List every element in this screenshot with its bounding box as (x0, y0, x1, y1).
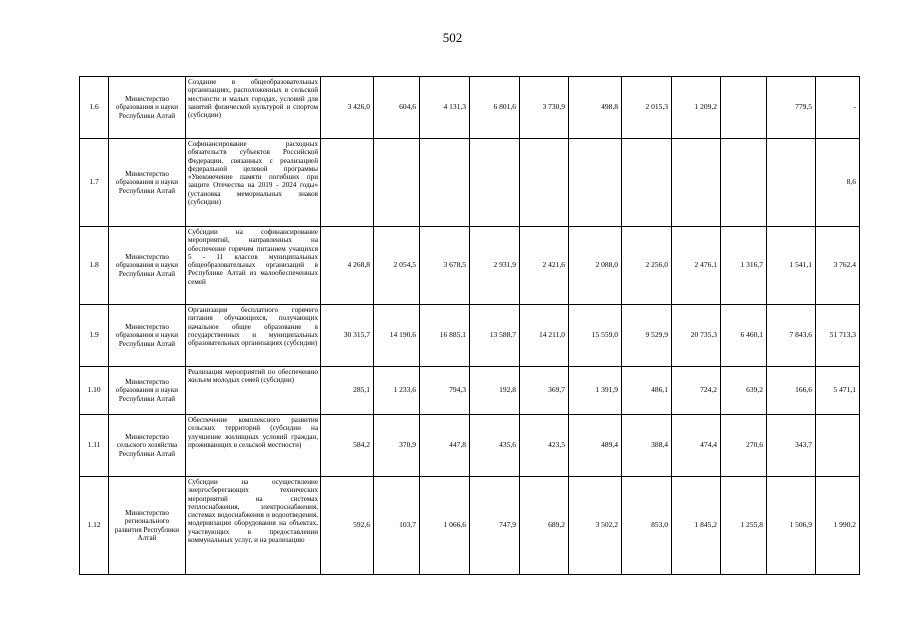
row-value: 3 730,9 (520, 77, 569, 139)
row-value: 1 990,2 (816, 477, 860, 575)
row-value: 103,7 (374, 477, 420, 575)
row-organization: Министерство регионального развития Республики Алтай (109, 477, 186, 575)
row-organization: Министерство образования и науки Республики Алтай (109, 139, 186, 227)
row-value: 447,8 (420, 415, 470, 477)
row-value: 51 713,3 (816, 305, 860, 367)
table-row (80, 477, 860, 575)
table-row (80, 367, 860, 415)
row-value: 1 845,2 (672, 477, 721, 575)
row-value (470, 139, 520, 227)
row-value (816, 415, 860, 477)
row-value: 689,2 (520, 477, 569, 575)
row-value: 498,8 (569, 77, 622, 139)
row-code: 1.11 (80, 415, 109, 477)
row-value: 794,3 (420, 367, 470, 415)
row-description: Организация бесплатного горячего питания обучающихся, получающих начальное общее образование в государственных и муниципальных образовательных организациях (субсидии) (186, 305, 321, 367)
row-value: 2 054,5 (374, 227, 420, 305)
row-value: 1 255,8 (721, 477, 767, 575)
row-value: 369,7 (520, 367, 569, 415)
row-value: 3 502,2 (569, 477, 622, 575)
row-value: 2 015,3 (622, 77, 672, 139)
row-value (520, 139, 569, 227)
row-value: 7 843,6 (767, 305, 816, 367)
row-value: 3 762,4 (816, 227, 860, 305)
table-row (80, 227, 860, 305)
row-value: 15 559,0 (569, 305, 622, 367)
row-value: 423,5 (520, 415, 569, 477)
row-value: 1 233,6 (374, 367, 420, 415)
row-value: 1 541,1 (767, 227, 816, 305)
row-value: 285,1 (321, 367, 374, 415)
row-value: 779,5 (767, 77, 816, 139)
row-value: 1 506,9 (767, 477, 816, 575)
row-organization: Министерство образования и науки Республики Алтай (109, 367, 186, 415)
row-value: 166,6 (767, 367, 816, 415)
row-value: 5 471,1 (816, 367, 860, 415)
row-value: 6 460,1 (721, 305, 767, 367)
row-value: 3 678,5 (420, 227, 470, 305)
row-value (321, 139, 374, 227)
row-description: Реализация мероприятий по обеспечению жильем молодых семей (субсидии) (186, 367, 321, 415)
row-value: 724,2 (672, 367, 721, 415)
row-value: 30 315,7 (321, 305, 374, 367)
row-value: 1 316,7 (721, 227, 767, 305)
row-value: 2 421,6 (520, 227, 569, 305)
row-value: 192,8 (470, 367, 520, 415)
row-organization: Министерство сельского хозяйства Республики Алтай (109, 415, 186, 477)
row-value: 9 529,9 (622, 305, 672, 367)
row-value: 343,7 (767, 415, 816, 477)
table-row (80, 77, 860, 139)
row-code: 1.8 (80, 227, 109, 305)
row-value: 489,4 (569, 415, 622, 477)
row-value (622, 139, 672, 227)
row-value: 370,9 (374, 415, 420, 477)
row-organization: Министерство образования и науки Республики Алтай (109, 227, 186, 305)
row-value: 3 426,0 (321, 77, 374, 139)
row-value (721, 139, 767, 227)
page-number: 502 (442, 30, 463, 45)
row-value (420, 139, 470, 227)
row-value: 2 931,9 (470, 227, 520, 305)
row-organization: Министерство образования и науки Республики Алтай (109, 77, 186, 139)
row-value: 388,4 (622, 415, 672, 477)
row-value (672, 139, 721, 227)
row-value: 435,6 (470, 415, 520, 477)
row-value: 6 801,6 (470, 77, 520, 139)
row-value (721, 77, 767, 139)
row-description: Субсидии на осуществление энергосберегающих технических мероприятий на системах теплоснабжения, электроснабжения, системах водоснабжения и водоотведения, модернизации оборудования на объектах, участвующих в предоставлении коммунальных услуг, и на реализацию (186, 477, 321, 575)
row-description: Обеспечение комплексного развития сельских территорий (субсидии на улучшение жилищных условий граждан, проживающих в сельской местности) (186, 415, 321, 477)
row-code: 1.10 (80, 367, 109, 415)
row-value: 2 256,0 (622, 227, 672, 305)
row-value: 13 588,7 (470, 305, 520, 367)
row-value: 8,6 (816, 139, 860, 227)
row-description: Софинансирование расходных обязательств субъектов Российской Федерации, связанных с реализацией федеральной целевой программы «Увековечение памяти погибших при защите Отечества на 2019 - 2024 годы» (установка мемориальных знаков (субсидии) (186, 139, 321, 227)
row-value: 16 885,1 (420, 305, 470, 367)
table-row (80, 305, 860, 367)
table-row (80, 415, 860, 477)
table-row (80, 139, 860, 227)
row-value: 4 131,3 (420, 77, 470, 139)
row-value: 584,2 (321, 415, 374, 477)
row-value: 1 391,9 (569, 367, 622, 415)
row-code: 1.12 (80, 477, 109, 575)
row-value: 270,6 (721, 415, 767, 477)
row-value: 14 211,0 (520, 305, 569, 367)
row-value: 474,4 (672, 415, 721, 477)
row-value: 14 190,6 (374, 305, 420, 367)
row-value: 604,6 (374, 77, 420, 139)
row-value: 592,6 (321, 477, 374, 575)
row-value: 2 088,0 (569, 227, 622, 305)
row-code: 1.6 (80, 77, 109, 139)
row-value: 1 066,6 (420, 477, 470, 575)
row-description: Создание в общеобразовательных организациях, расположенных в сельской местности и малых городах, условий для занятий физической культурой и спортом (субсидии) (186, 77, 321, 139)
row-value: 20 735,3 (672, 305, 721, 367)
row-value: 747,9 (470, 477, 520, 575)
budget-table (79, 76, 860, 575)
row-value: 4 268,8 (321, 227, 374, 305)
table-body (80, 77, 860, 575)
row-value: 486,1 (622, 367, 672, 415)
row-value: 2 476,1 (672, 227, 721, 305)
row-description: Субсидии на софинансирование мероприятий, направленных на обеспечение горячим питанием учащихся 5 - 11 классов муниципальных общеобразовательных организаций в Республике Алтай из малообеспеченных семей (186, 227, 321, 305)
row-value: - (816, 77, 860, 139)
row-value: 853,0 (622, 477, 672, 575)
row-value (767, 139, 816, 227)
row-value (374, 139, 420, 227)
row-value: 639,2 (721, 367, 767, 415)
row-value (569, 139, 622, 227)
row-code: 1.7 (80, 139, 109, 227)
row-code: 1.9 (80, 305, 109, 367)
row-value: 1 209,2 (672, 77, 721, 139)
row-organization: Министерство образования и науки Республики Алтай (109, 305, 186, 367)
